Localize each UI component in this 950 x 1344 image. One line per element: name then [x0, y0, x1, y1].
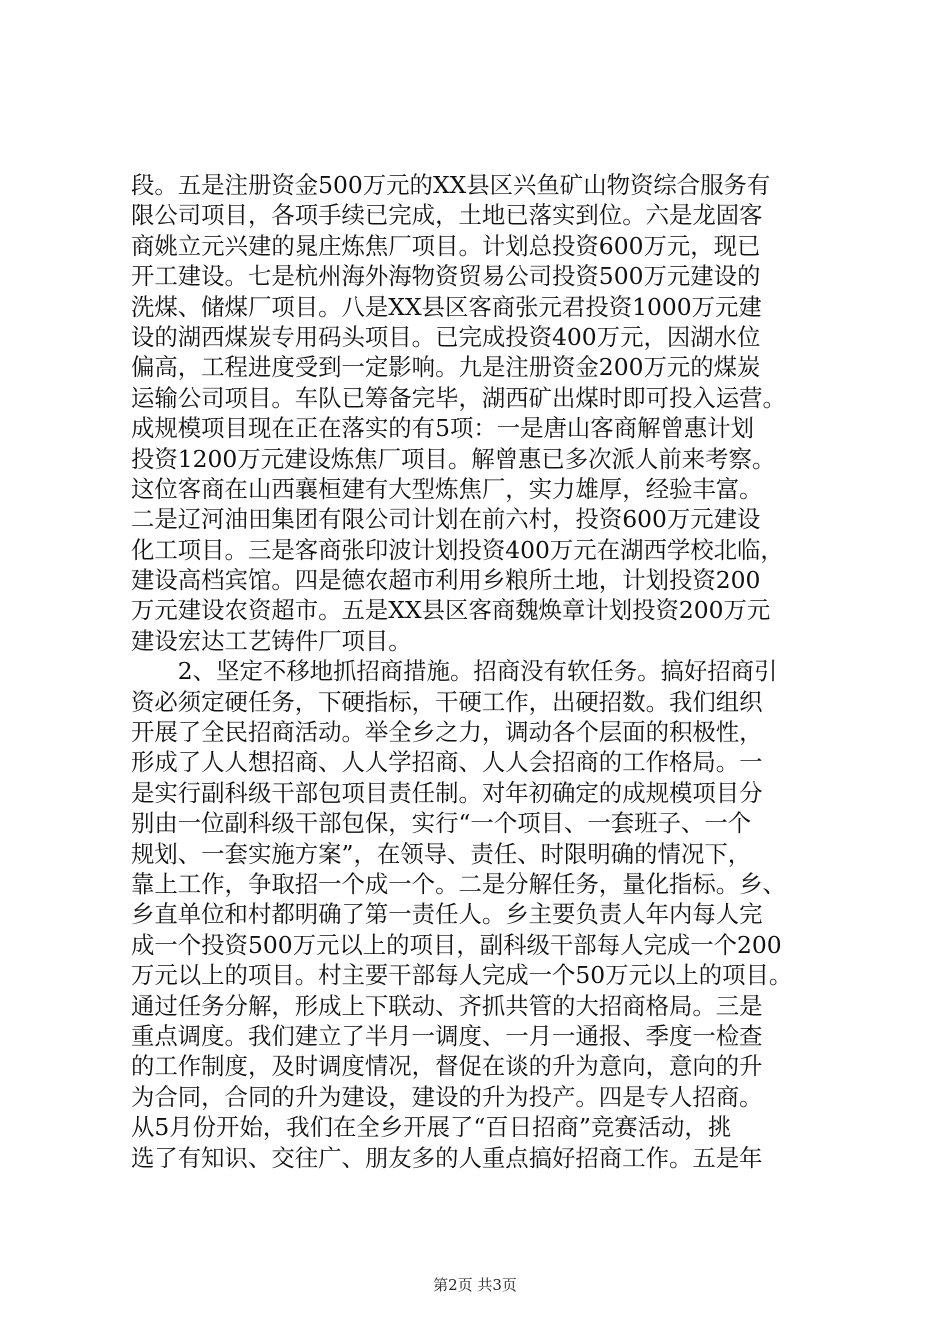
text-line: 乡直单位和村都明确了第一责任人。乡主要负责人年内每人完 — [131, 900, 763, 929]
text-line: 形成了人人想招商、人人学招商、人人会招商的工作格局。一 — [131, 748, 763, 777]
text-line: 从5月份开始，我们在全乡开展了“百日招商”竞赛活动，挑 — [131, 1113, 732, 1142]
text-line: 选了有知识、交往广、朋友多的人重点搞好招商工作。五是年 — [131, 1143, 763, 1172]
text-line: 2、坚定不移地抓招商措施。招商没有软任务。搞好招商引 — [131, 657, 778, 686]
text-line: 开工建设。七是杭州海外海物资贸易公司投资500万元建设的 — [131, 262, 761, 291]
text-line: 是实行副科级干部包项目责任制。对年初确定的成规模项目分 — [131, 778, 763, 807]
text-line: 建设宏达工艺铸件厂项目。 — [131, 626, 412, 655]
text-line: 成规模项目现在正在落实的有5项：一是唐山客商解曾惠计划 — [131, 414, 755, 443]
text-line: 运输公司项目。车队已筹备完毕，湖西矿出煤时即可投入运营。 — [131, 383, 786, 412]
text-line: 万元以上的项目。村主要干部每人完成一个50万元以上的项目。 — [131, 961, 793, 990]
text-line: 重点调度。我们建立了半月一调度、一月一通报、季度一检查 — [131, 1021, 763, 1050]
text-line: 商姚立元兴建的晁庄炼焦厂项目。计划总投资600万元，现已 — [131, 231, 761, 260]
text-line: 洗煤、储煤厂项目。八是XX县区客商张元君投资1000万元建 — [131, 292, 762, 321]
text-line: 建设高档宾馆。四是德农超市利用乡粮所土地，计划投资200 — [131, 566, 761, 595]
text-line: 开展了全民招商活动。举全乡之力，调动各个层面的积极性， — [131, 718, 763, 747]
text-line: 偏高，工程进度受到一定影响。九是注册资金200万元的煤炭 — [131, 353, 761, 382]
text-line: 规划、一套实施方案”，在领导、责任、时限明确的情况下， — [131, 839, 752, 868]
text-line: 化工项目。三是客商张印波计划投资400万元在湖西学校北临， — [131, 535, 784, 564]
text-line: 投资1200万元建设炼焦厂项目。解曾惠已多次派人前来考察。 — [131, 444, 776, 473]
text-line: 靠上工作，争取招一个成一个。二是分解任务，量化指标。乡、 — [131, 869, 786, 898]
text-line: 段。五是注册资金500万元的XX县区兴鱼矿山物资综合服务有 — [131, 171, 771, 199]
text-line: 这位客商在山西襄桓建有大型炼焦厂，实力雄厚，经验丰富。 — [131, 474, 763, 503]
text-line: 资必须定硬任务，下硬指标，干硬工作，出硬招数。我们组织 — [131, 687, 763, 716]
text-line: 万元建设农资超市。五是XX县区客商魏焕章计划投资200万元 — [131, 596, 771, 625]
text-line: 二是辽河油田集团有限公司计划在前六村，投资600万元建设 — [131, 505, 761, 534]
text-line: 通过任务分解，形成上下联动、齐抓共管的大招商格局。三是 — [131, 991, 763, 1020]
text-line: 为合同，合同的升为建设，建设的升为投产。四是专人招商。 — [131, 1082, 763, 1111]
page-number-footer: 第2页 共3页 — [433, 1276, 517, 1294]
body-text — [131, 170, 831, 1173]
text-line: 别由一位副科级干部包保，实行“一个项目、一套班子、一个 — [131, 809, 752, 838]
text-line: 的工作制度，及时调度情况，督促在谈的升为意向，意向的升 — [131, 1052, 763, 1081]
text-line: 限公司项目，各项手续已完成，土地已落实到位。六是龙固客 — [131, 201, 763, 230]
text-line: 成一个投资500万元以上的项目，副科级干部每人完成一个200 — [131, 930, 782, 959]
text-line: 设的湖西煤炭专用码头项目。已完成投资400万元，因湖水位 — [131, 322, 761, 351]
